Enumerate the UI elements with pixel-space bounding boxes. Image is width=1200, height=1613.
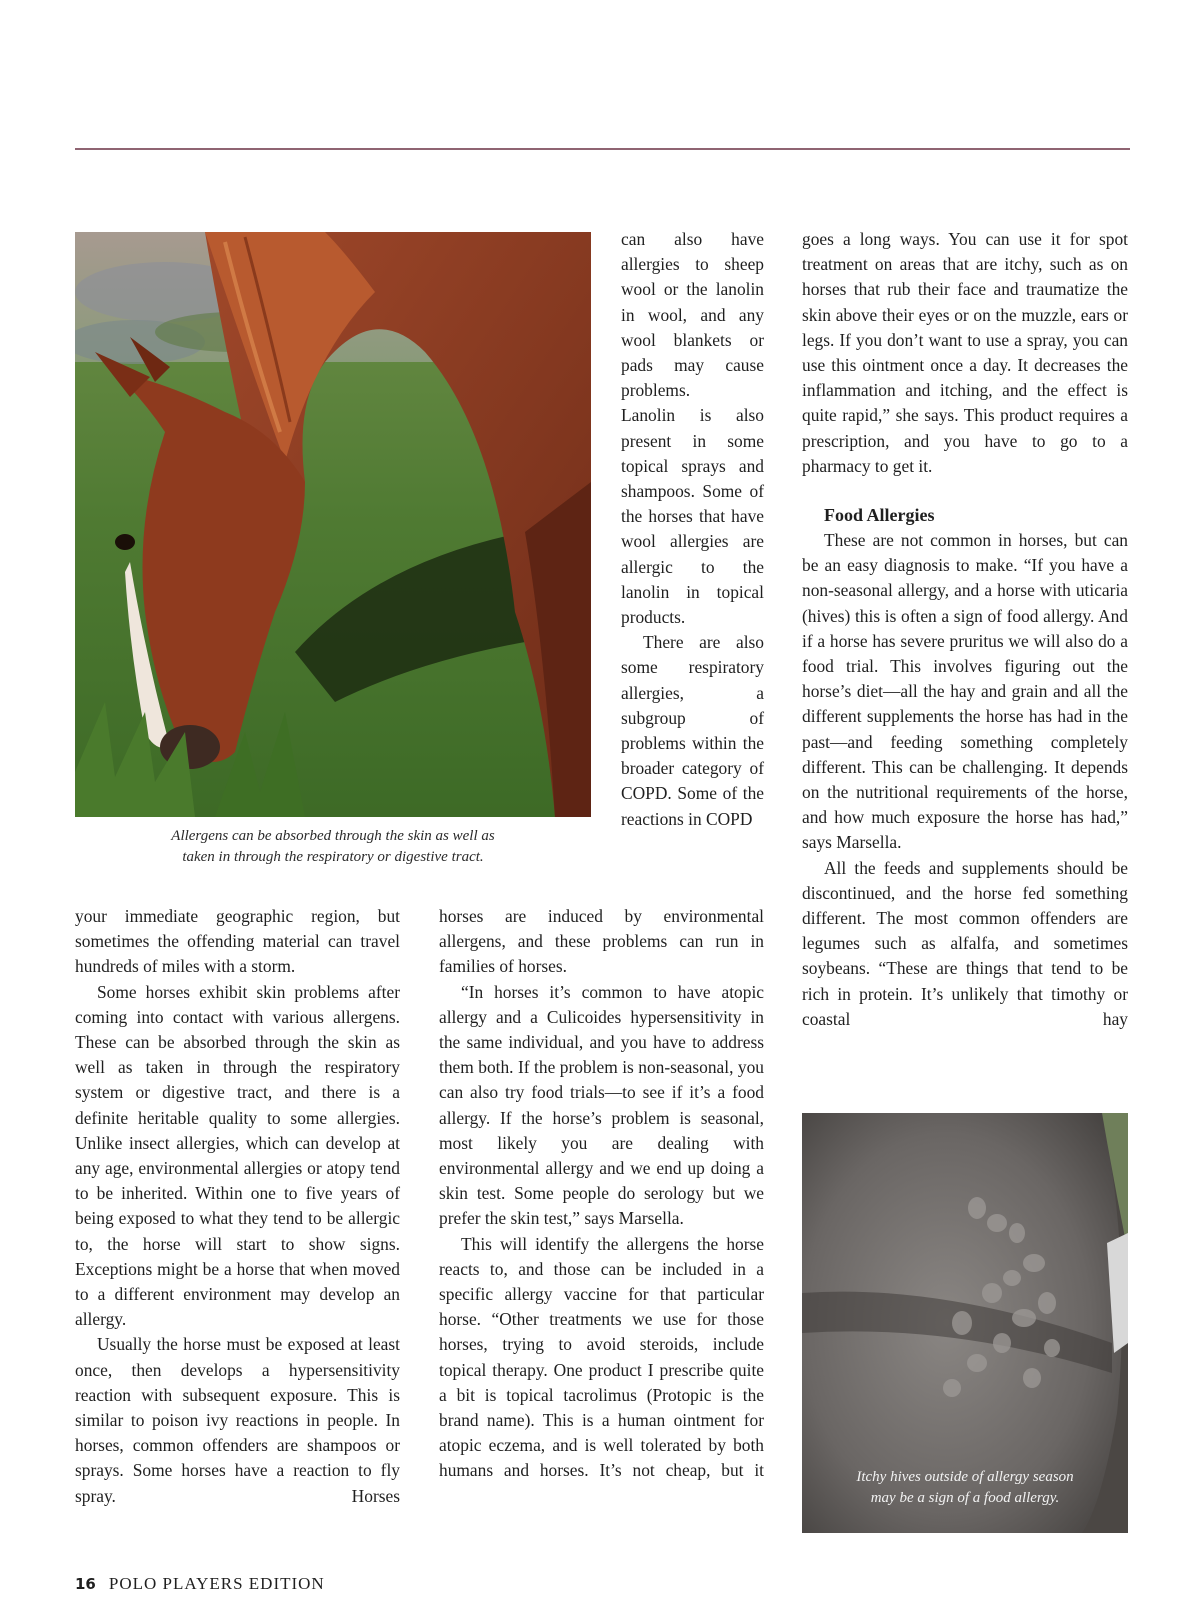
right-column [802, 227, 1128, 1032]
photo-caption [75, 826, 591, 868]
left-column [75, 904, 400, 1509]
middle-column-bottom [439, 904, 764, 1484]
paragraph: Some horses exhibit skin problems after coming into contact with various allergens. These can be absorbed through the skin as well as taken in through the respiratory system or digestive tract, and there is a definite heritable quality to some allergies. Unlike insect allergies, which can develop at any age, environmental allergies or atopy tend to be inherited. Within one to five years of being exposed to what they tend to be allergic to, the horse will start to show signs. Exceptions might be a horse that when moved to a different environment may develop an allergy. [75, 981, 400, 1330]
publication-name: POLO PLAYERS EDITION [108, 1574, 325, 1593]
paragraph: There are also some respiratory allergies, a subgroup of problems within the broader category of COPD. Some of the reactions in COPD [621, 632, 764, 829]
horse-grazing-photo [75, 232, 591, 817]
paragraph: can also have allergies to sheep wool or the lanolin in wool, and any wool blankets or pads may cause problems. [621, 229, 764, 401]
caption-line: Itchy hives outside of allergy season [856, 1469, 1074, 1485]
paragraph: All the feeds and supplements should be discontinued, and the horse fed something different. The most common offenders are legumes such as alfalfa, and sometimes soybeans. “These are things that tend to be rich in protein. It’s unlikely that timothy or coastal hay [802, 857, 1128, 1029]
paragraph: This will identify the allergens the horse reacts to, and those can be included in a specific allergy vaccine for that particular horse. “Other treatments we use for those horses, trying to avoid steroids, include topical therapy. One product I prescribe quite a bit is topical tacrolimus (Protopic is the brand name). This is a human ointment for atopic eczema, and is well tolerated by both humans and horses. It’s not cheap, but it [439, 1233, 764, 1481]
section-heading: Food Allergies [824, 505, 935, 526]
paragraph: your immediate geographic region, but sometimes the offending material can travel hundreds of miles with a storm. [75, 906, 400, 977]
photo-caption [802, 1467, 1128, 1509]
paragraph: These are not common in horses, but can be an easy diagnosis to make. “If you have a non-seasonal allergy, and a horse with uticaria (hives) this is often a sign of food allergy. And if a horse has severe pruritus we will also do a food trial. This involves figuring out the horse’s diet—all the hay and grain and all the different supplements the horse has had in the past—and feeding something completely different. This can be challenging. It depends on the nutritional requirements of the horse, and how much exposure the horse has had,” says Marsella. [802, 530, 1128, 853]
paragraph: horses are induced by environmental allergens, and these problems can run in families of horses. [439, 906, 764, 977]
paragraph: Lanolin is also present in some topical sprays and shampoos. Some of the horses that have wool allergies are allergic to the lanolin in topical products. [621, 405, 764, 628]
header-rule [75, 148, 1130, 150]
paragraph: Usually the horse must be exposed at least once, then develops a hypersensitivity reaction with subsequent exposure. This is similar to poison ivy reactions in people. In horses, common offenders are shampoos or sprays. Some horses have a reaction to fly spray. Horses [75, 1334, 400, 1506]
paragraph: “In horses it’s common to have atopic allergy and a Culicoides hypersensitivity in the same individual, and you have to address them both. If the problem is non-seasonal, you can also try food trials—to see if it’s a food allergy. If the horse’s problem is seasonal, most likely you are dealing with environmental allergy and we end up doing a skin test. Some people do serology but we prefer the skin test,” says Marsella. [439, 981, 764, 1229]
caption-line: Allergens can be absorbed through the skin as well as [171, 828, 495, 844]
page-footer [75, 1574, 325, 1594]
paragraph: goes a long ways. You can use it for spot treatment on areas that are itchy, such as on horses that rub their face and traumatize the skin above their eyes or on the muzzle, ears or legs. If you don’t want to use a spray, you can use this ointment once a day. It decreases the inflammation and itching, and the effect is quite rapid,” she says. This product requires a prescription, and you have to go to a pharmacy to get it. [802, 229, 1128, 476]
caption-line: may be a sign of a food allergy. [870, 1490, 1060, 1506]
page-number: 16 [75, 1575, 96, 1593]
middle-column-top [621, 227, 764, 832]
caption-line: taken in through the respiratory or digestive tract. [182, 849, 484, 865]
